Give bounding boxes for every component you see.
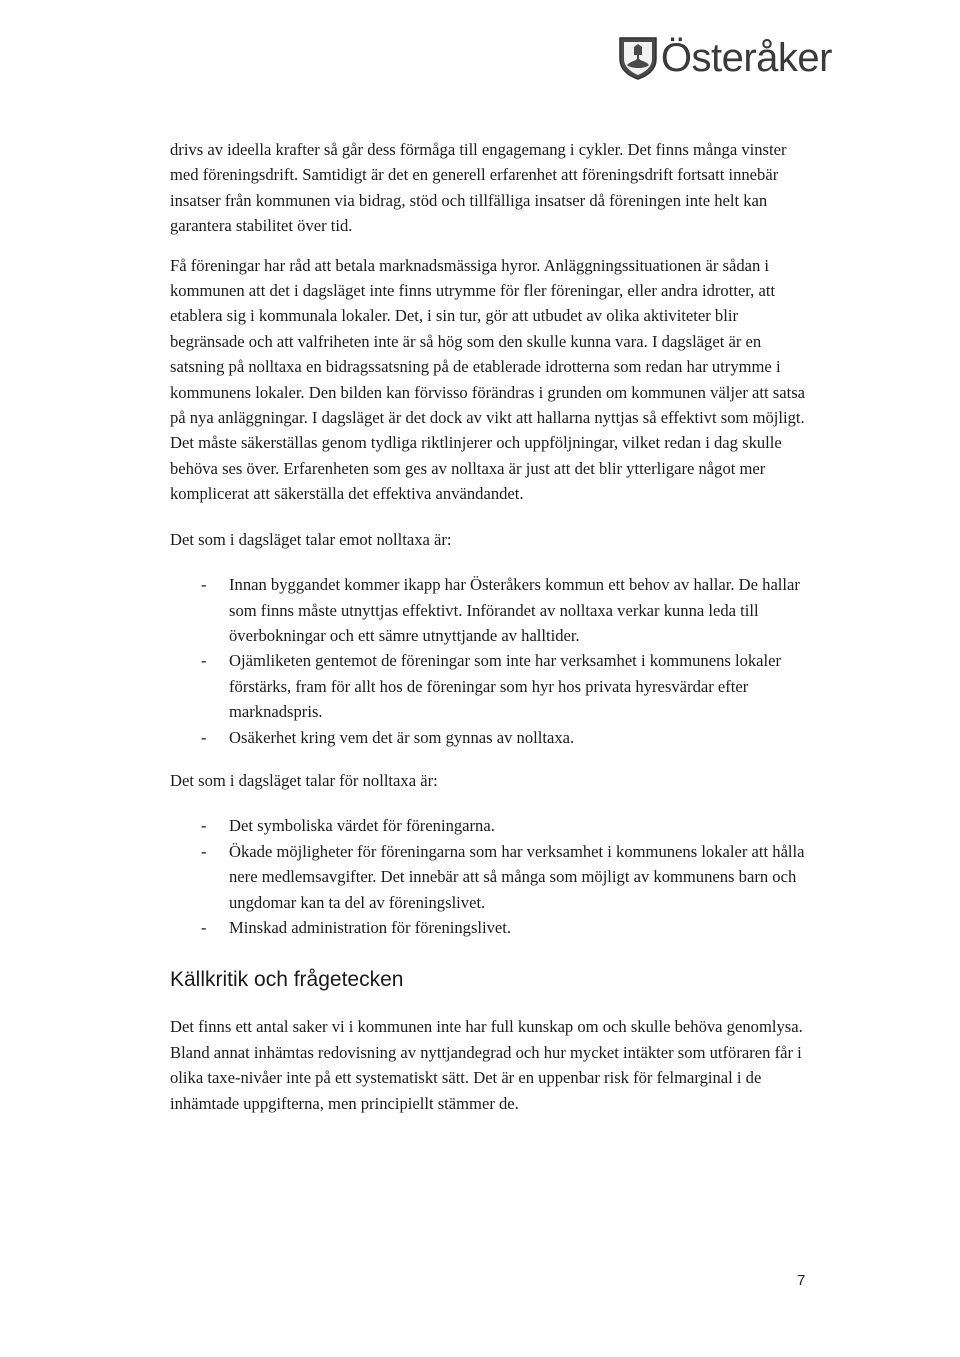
page-number: 7 — [797, 1272, 806, 1289]
list-item — [170, 839, 810, 915]
list-item-text: Osäkerhet kring vem det är som gynnas av nolltaxa. — [229, 727, 575, 747]
header-logo — [617, 34, 832, 82]
list-item-text: Innan byggandet kommer ikapp har Österåkers kommun ett behov av hallar. De hallar som finns måste utnyttjas effektivt. Införandet av nolltaxa verkar kunna leda till överbokningar och ett sämre utnyttjande av halltider. — [229, 575, 800, 645]
against-intro: Det som i dagsläget talar emot nolltaxa är: — [170, 529, 452, 549]
paragraph-5: Det finns ett antal saker vi i kommunen inte har full kunskap om och skulle behöva genomlysa. Bland annat inhämtas redovisning av nyttjandegrad och hur mycket intäkter som utföraren får i olika taxe-nivåer inte på ett systematiskt sätt. Det är en uppenbar risk för felmarginal i de inhämtade uppgifterna, men principiellt stämmer de. — [170, 1017, 803, 1113]
list-item-text: Det symboliska värdet för föreningarna. — [229, 816, 495, 836]
document-body — [170, 137, 810, 1116]
list-item — [170, 572, 810, 648]
list-item — [170, 915, 810, 940]
list-item-text: Ökade möjligheter för föreningarna som har verksamhet i kommunens lokaler att hålla nere medlemsavgifter. Det innebär att så många som möjligt av kommunens barn och ungdomar kan ta del av föreningslivet. — [229, 841, 805, 912]
section-heading: Källkritik och frågetecken — [170, 968, 404, 992]
list-item — [170, 725, 810, 750]
list-marker: - — [201, 841, 207, 861]
logo-text: Österåker — [660, 36, 832, 80]
paragraph-1: drivs av ideella krafter så går dess förmåga till engagemang i cykler. Det finns många vinster med föreningsdrift. Samtidigt är det en generell erfarenhet att föreningsdrift fortsatt innebär insatser från kommunen via bidrag, stöd och tillfälliga insatser då föreningen inte helt kan garantera stabilitet över tid. — [170, 140, 787, 236]
paragraph-2: Få föreningar har råd att betala marknadsmässiga hyror. Anläggningssituationen är sådan i kommunen att det i dagsläget inte finns utrymme för fler föreningar, eller andra idrotter, att etablera sig i kommunala lokaler. Det, i sin tur, gör att utbudet av olika aktiviteter blir begränsade och att valfriheten inte är så hög som den skulle kunna vara. I dagsläget är en satsning på nolltaxa en bidragssatsning på de etablerade idrotterna som redan har utrymme i kommunens lokaler. Den bilden kan förvisso förändras i grunden om kommunen väljer att satsa på nya anläggningar. I dagsläget är det dock av vikt att hallarna nyttjas så effektivt som möjligt. Det måste säkerställas genom tydliga riktlinjerer och uppföljningar, vilket redan i dag skulle behöva ses över. Erfarenheten som ges av nolltaxa är just att det blir ytterligare något mer komplicerat att säkerställa det effektiva användandet. — [170, 255, 806, 504]
for-intro: Det som i dagsläget talar för nolltaxa är: — [170, 770, 438, 790]
list-marker: - — [201, 816, 207, 836]
list-marker: - — [201, 575, 207, 595]
list-item-text: Ojämliketen gentemot de föreningar som inte har verksamhet i kommunens lokaler förstärks, fram för allt hos de föreningar som hyr hos privata hyresvärdar efter marknadspris. — [229, 651, 782, 722]
list-marker: - — [201, 917, 207, 937]
list-item — [170, 648, 810, 724]
list-marker: - — [201, 727, 207, 747]
list-item — [170, 813, 810, 838]
for-list — [170, 813, 810, 940]
against-list — [170, 572, 810, 750]
shield-crest-icon — [617, 35, 659, 81]
list-marker: - — [201, 651, 207, 671]
list-item-text: Minskad administration för föreningslivet. — [229, 917, 512, 937]
